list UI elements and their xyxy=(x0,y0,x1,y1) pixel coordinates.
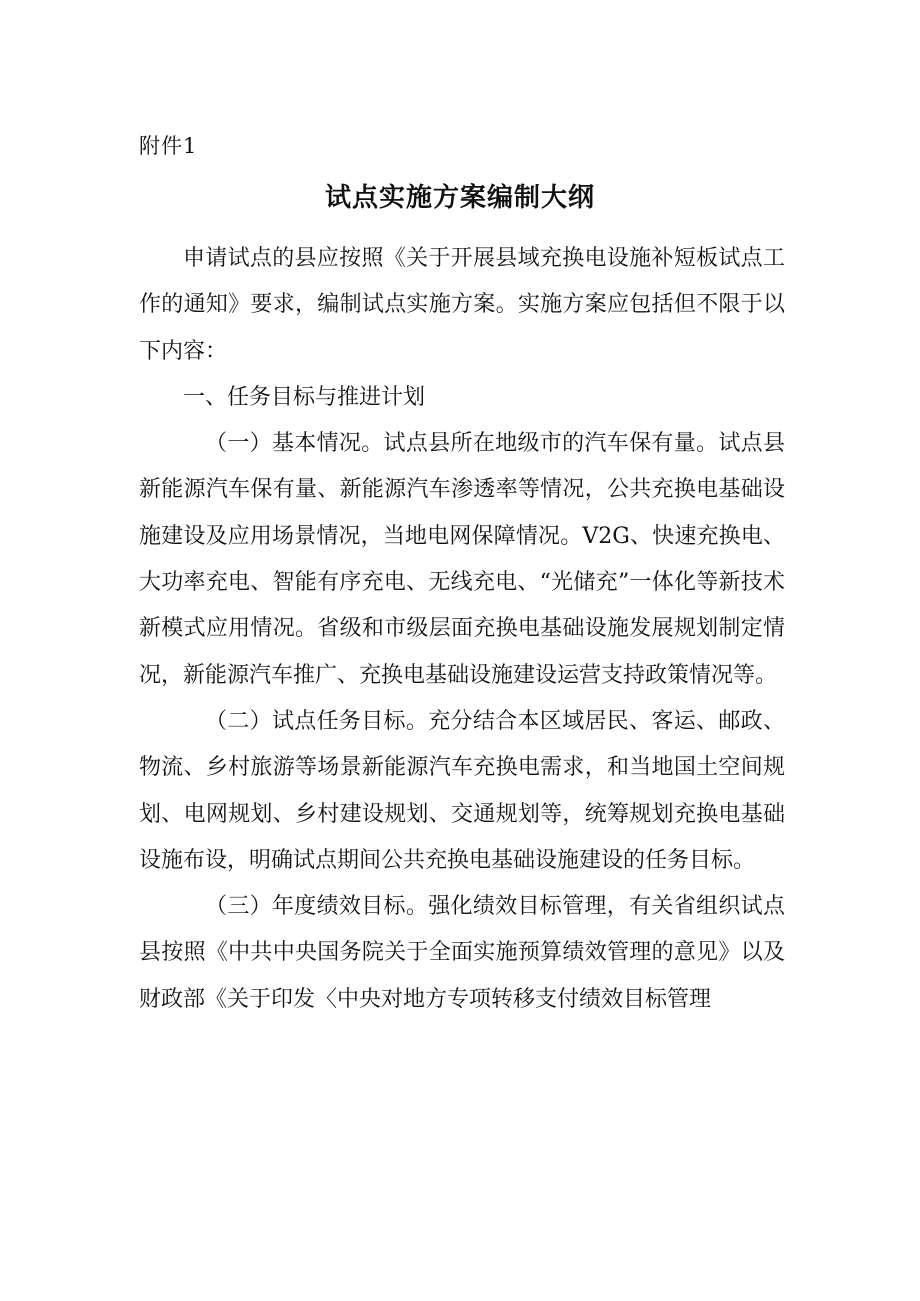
item-task-targets: （二）试点任务目标。充分结合本区域居民、客运、邮政、物流、乡村旅游等场景新能源汽车充换电需求，和当地国土空间规划、电网规划、乡村建设规划、交通规划等，统筹规划充换电基础设施布设，明确试点期间公共充换电基础设施建设的任务目标。 xyxy=(139,708,785,873)
document-body xyxy=(139,236,785,1023)
document-title: 试点实施方案编制大纲 xyxy=(324,183,595,213)
item-annual-performance: （三）年度绩效目标。强化绩效目标管理，有关省组织试点县按照《中共中央国务院关于全面实施预算绩效管理的意见》以及财政部《关于印发〈中央对地方专项转移支付绩效目标管理 xyxy=(139,894,785,1012)
item-basic-situation: （一）基本情况。试点县所在地级市的汽车保有量。试点县新能源汽车保有量、新能源汽车渗透率等情况，公共充换电基础设施建设及应用场景情况，当地电网保障情况。V2G、快速充换电、大功率充电、智能有序充电、无线充电、“光储充”一体化等新技术新模式应用情况。省级和市级层面充换电基础设施发展规划制定情况，新能源汽车推广、充换电基础设施建设运营支持政策情况等。 xyxy=(139,431,785,688)
attachment-label: 附件1 xyxy=(139,134,198,158)
section-heading: 一、任务目标与推进计划 xyxy=(183,384,426,410)
intro-paragraph: 申请试点的县应按照《关于开展县域充换电设施补短板试点工作的通知》要求，编制试点实施方案。实施方案应包括但不限于以下内容： xyxy=(139,246,785,364)
